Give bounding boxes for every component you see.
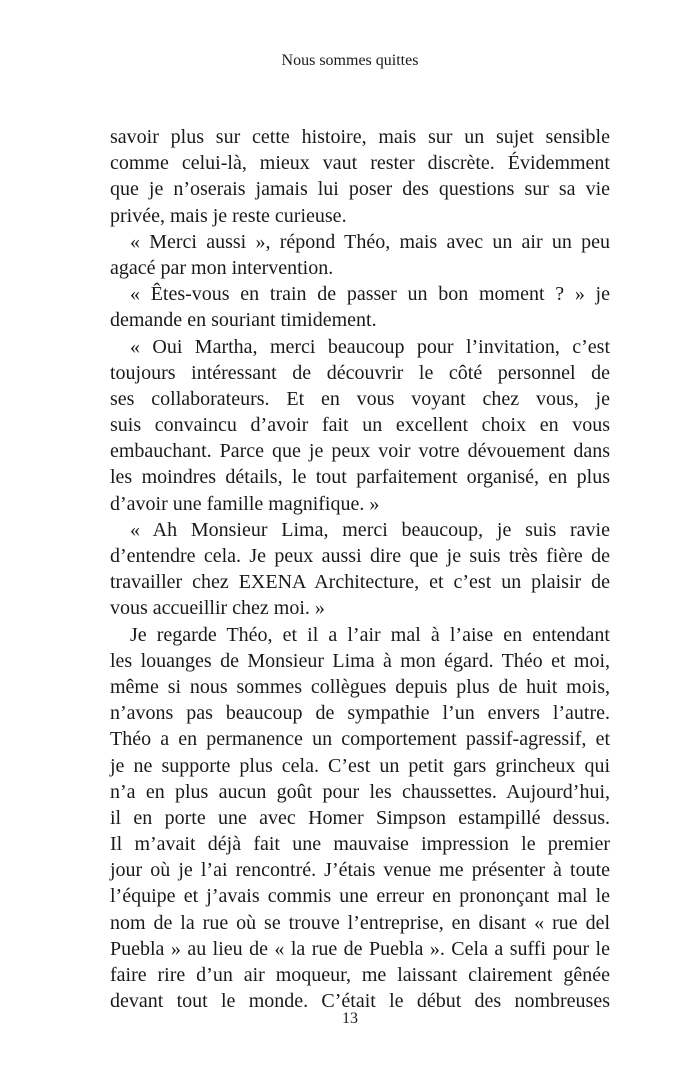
text-line: Je regarde Théo, et il a l’air mal à l’aise en entendant xyxy=(130,623,610,646)
text-line: l’équipe et j’avais commis une erreur en prononçant mal le xyxy=(110,885,610,908)
text-line: demande en souriant timidement. xyxy=(110,309,377,332)
text-line: nom de la rue où se trouve l’entreprise, en disant « rue del xyxy=(110,911,610,934)
page-number: 13 xyxy=(342,1010,358,1027)
text-line: « Êtes-vous en train de passer un bon moment ? » je xyxy=(130,283,610,306)
text-line: vous accueillir chez moi. » xyxy=(110,597,325,620)
text-line: je ne supporte plus cela. C’est un petit gars grincheux qui xyxy=(110,754,610,777)
text-line: Théo a en permanence un comportement passif-agressif, et xyxy=(110,728,610,751)
text-line: savoir plus sur cette histoire, mais sur un sujet sensible xyxy=(110,126,610,148)
text-line: devant tout le monde. C’était le début des nombreuses xyxy=(110,990,610,1013)
text-line: d’entendre cela. Je peux aussi dire que je suis très fière de xyxy=(110,545,610,567)
text-line: toujours intéressant de découvrir le côté personnel de xyxy=(110,361,610,384)
text-line: d’avoir une famille magnifique. » xyxy=(110,492,380,515)
paragraph xyxy=(110,334,610,517)
text-line: « Oui Martha, merci beaucoup pour l’invitation, c’est xyxy=(130,335,610,358)
text-line: les moindres détails, le tout parfaitement organisé, en plus xyxy=(110,466,610,489)
paragraph xyxy=(110,622,610,1015)
text-line: comme celui-là, mieux vaut rester discrète. Évidemment xyxy=(110,152,610,175)
text-line: n’a en plus aucun goût pour les chaussettes. Aujourd’hui, xyxy=(110,780,610,803)
text-line: agacé par mon intervention. xyxy=(110,256,334,279)
running-head: Nous sommes quittes xyxy=(281,52,419,69)
text-line: faire rire d’un air moqueur, me laissant clairement gênée xyxy=(110,964,610,986)
text-line: Il m’avait déjà fait une mauvaise impression le premier xyxy=(110,833,610,856)
text-line: jour où je l’ai rencontré. J’étais venue me présenter à toute xyxy=(110,859,610,882)
text-line: suis convaincu d’avoir fait un excellent choix en vous xyxy=(110,414,610,437)
text-line: embauchant. Parce que je peux voir votre dévouement dans xyxy=(110,440,610,463)
text-line: travailler chez EXENA Architecture, et c’est un plaisir de xyxy=(110,571,610,594)
text-line: « Merci aussi », répond Théo, mais avec un air un peu xyxy=(130,230,610,253)
text-line: les louanges de Monsieur Lima à mon égard. Théo et moi, xyxy=(110,649,610,672)
text-line: « Ah Monsieur Lima, merci beaucoup, je suis ravie xyxy=(130,518,610,541)
text-line: que je n’oserais jamais lui poser des questions sur sa vie xyxy=(110,178,610,201)
paragraph xyxy=(110,281,610,333)
paragraph xyxy=(110,124,610,229)
paragraph xyxy=(110,517,610,622)
paragraph xyxy=(110,229,610,281)
text-line: il en porte une avec Homer Simpson estampillé dessus. xyxy=(110,806,610,829)
body-text xyxy=(110,124,610,1014)
text-line: ses collaborateurs. Et en vous voyant chez vous, je xyxy=(110,387,610,410)
text-line: même si nous sommes collègues depuis plus de huit mois, xyxy=(110,675,610,698)
text-line: privée, mais je reste curieuse. xyxy=(110,204,347,227)
text-line: n’avons pas beaucoup de sympathie l’un envers l’autre. xyxy=(110,702,610,725)
text-line: Puebla » au lieu de « la rue de Puebla ». Cela a suffi pour le xyxy=(110,937,610,960)
